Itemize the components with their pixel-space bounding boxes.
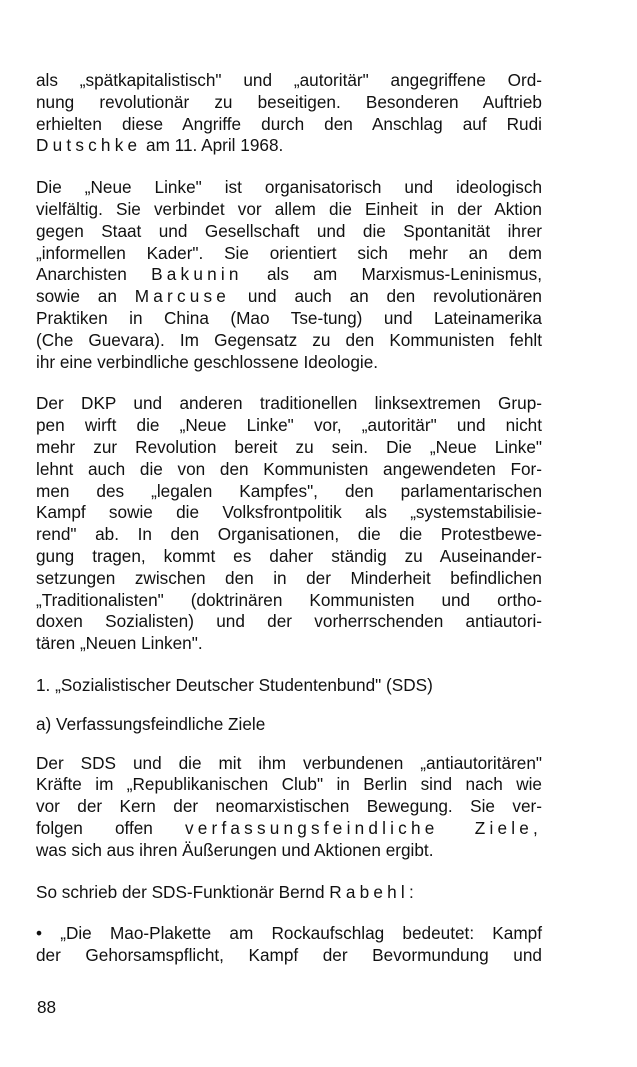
text-line: ihr eine verbindliche geschlossene Ideologie. xyxy=(36,351,379,372)
spaced-name-rabehl: Rabehl: xyxy=(329,881,418,902)
text-line: vor der Kern der neomarxistischen Bewegung. Sie ver- xyxy=(36,796,542,817)
text-line xyxy=(36,135,542,157)
text-line: rend" ab. In den Organisationen, die die Protestbewe- xyxy=(36,524,542,545)
text-line: doxen Sozialisten) und der vorherrschenden antiautori- xyxy=(36,611,542,632)
text-line: was sich aus ihren Äußerungen und Aktionen ergibt. xyxy=(36,839,434,860)
text-line xyxy=(36,286,542,308)
text-line: lehnt auch die von den Kommunisten angewendeten For- xyxy=(36,458,542,479)
text-line: Kampf sowie die Volksfrontpolitik als „systemstabilisie- xyxy=(36,502,542,523)
text-fragment: am 11. April 1968. xyxy=(141,135,284,156)
text-line: gegen Staat und Gesellschaft und die Spontanität ihrer xyxy=(36,220,542,241)
paragraph-sds xyxy=(36,753,542,862)
text-line: vielfältig. Sie verbindet vor allem die Einheit in der Aktion xyxy=(36,198,542,219)
text-line: nung revolutionär zu beseitigen. Besonderen Auftrieb xyxy=(36,91,542,112)
text-line: erhielten diese Angriffe durch den Anschlag auf Rudi xyxy=(36,113,542,134)
text-line: setzungen zwischen den in der Minderheit befindlichen xyxy=(36,567,542,588)
text-line: Die „Neue Linke" ist organisatorisch und ideologisch xyxy=(36,177,542,198)
text-line: men des „legalen Kampfes", den parlamentarischen xyxy=(36,480,542,501)
text-line: Der SDS und die mit ihm verbundenen „antiautoritären" xyxy=(36,752,542,773)
text-line: Praktiken in China (Mao Tse-tung) und Lateinamerika xyxy=(36,307,542,328)
paragraph-neue-linke xyxy=(36,177,542,373)
text-line: (Che Guevara). Im Gegensatz zu den Kommunisten fehlt xyxy=(36,329,542,350)
text-line: als „spätkapitalistisch" und „autoritär" angegriffene Ord- xyxy=(36,70,542,90)
text-line: „Traditionalisten" (doktrinären Kommunisten und ortho- xyxy=(36,589,542,610)
text-line xyxy=(36,818,542,840)
text-line: Der DKP und anderen traditionellen linksextremen Grup- xyxy=(36,393,542,414)
paragraph-intro xyxy=(36,70,542,157)
text-line xyxy=(36,264,542,286)
text-line xyxy=(36,882,542,904)
text-line: der Gehorsamspflicht, Kampf der Bevormundung und xyxy=(36,945,542,966)
section-heading-sds: 1. „Sozialistischer Deutscher Studentenbund" (SDS) xyxy=(36,674,433,695)
text-fragment: folgen offen xyxy=(36,817,185,838)
text-line: pen wirft die „Neue Linke" vor, „autoritär" und nicht xyxy=(36,415,542,436)
text-line: gung tragen, kommt es daher ständig zu Auseinander- xyxy=(36,545,542,566)
spaced-name-bakunin: Bakunin xyxy=(151,264,243,285)
text-fragment: Anarchisten xyxy=(36,264,152,285)
text-line: „informellen Kader". Sie orientiert sich mehr an dem xyxy=(36,242,542,263)
text-fragment: sowie an xyxy=(36,286,135,307)
paragraph-dkp xyxy=(36,393,542,655)
spaced-name-marcuse: Marcuse xyxy=(134,286,231,307)
text-fragment: So schrieb der SDS-Funktionär Bernd xyxy=(36,881,330,902)
text-line: • „Die Mao-Plakette am Rockaufschlag bedeutet: Kampf xyxy=(36,923,542,944)
quote-bullet xyxy=(36,923,542,967)
document-page xyxy=(36,70,542,987)
spaced-name-dutschke: Dutschke xyxy=(36,135,142,156)
spaced-phrase-verfassungsfeindliche: verfassungsfeindliche Ziele, xyxy=(184,817,542,838)
text-fragment: als am Marxismus-Leninismus, xyxy=(242,264,542,285)
subsection-heading-ziele: a) Verfassungsfeindliche Ziele xyxy=(36,713,266,734)
text-line: tären „Neuen Linken". xyxy=(36,633,203,654)
text-line: Kräfte im „Republikanischen Club" in Berlin sind nach wie xyxy=(36,774,542,795)
quote-intro xyxy=(36,882,542,904)
text-line: mehr zur Revolution bereit zu sein. Die „Neue Linke" xyxy=(36,436,542,457)
page-number: 88 xyxy=(37,997,57,1017)
text-fragment: und auch an den revolutionären xyxy=(230,286,542,307)
